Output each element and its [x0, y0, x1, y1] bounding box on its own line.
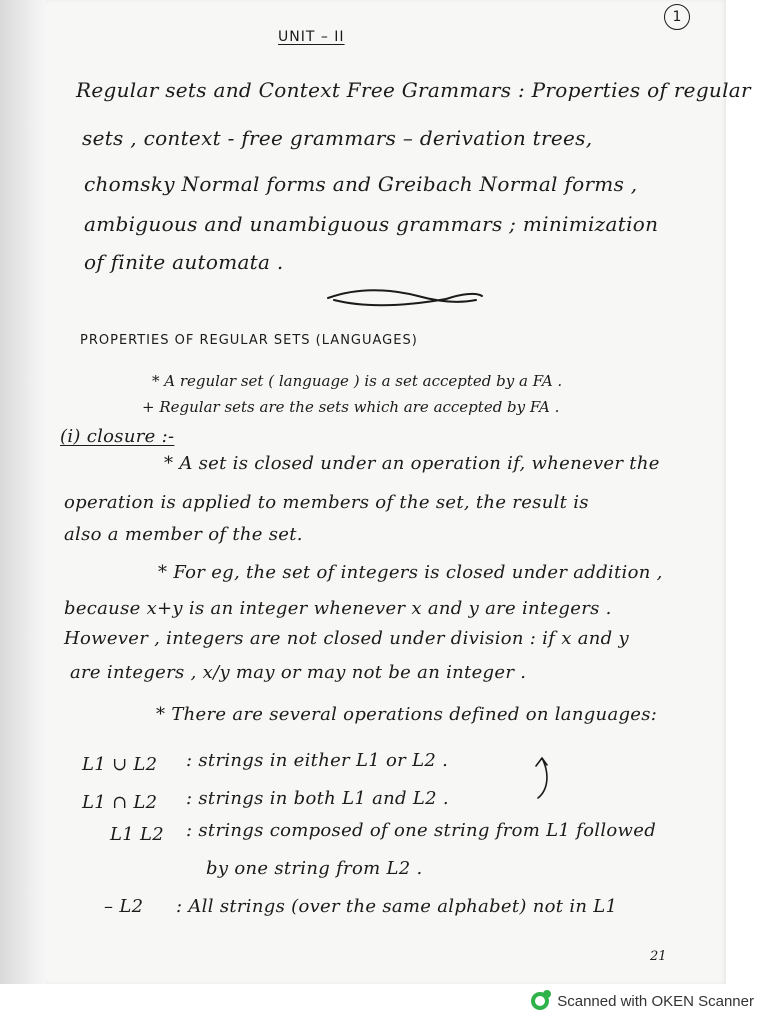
page-number: 1 — [664, 4, 690, 30]
scanner-branding — [531, 992, 754, 1010]
section-heading: PROPERTIES OF REGULAR SETS (LANGUAGES) — [80, 333, 418, 348]
curved-arrow-mark — [530, 752, 554, 802]
bullet-2: + Regular sets are the sets which are accepted by FA . — [142, 398, 560, 416]
op-concat-symbol: L1 L2 — [110, 824, 165, 845]
closure-line-2: operation is applied to members of the set, the result is — [64, 492, 589, 513]
example-line-2: because x+y is an integer whenever x and y are integers . — [64, 598, 612, 619]
op-complement-symbol: – L2 — [104, 896, 144, 917]
closure-label: (i) closure :- — [60, 426, 175, 447]
intro-line-3: chomsky Normal forms and Greibach Normal forms , — [84, 172, 638, 196]
op-complement-desc: : All strings (over the same alphabet) not in L1 — [176, 896, 618, 917]
unit-title: UNIT – II — [278, 29, 345, 45]
example-line-4: are integers , x/y may or may not be an integer . — [70, 662, 527, 683]
scanner-footer — [0, 984, 768, 1024]
scan-edge — [0, 0, 46, 984]
intro-line-2: sets , context - free grammars – derivation trees, — [82, 126, 593, 150]
bullet-1: * A regular set ( language ) is a set accepted by a FA . — [152, 372, 563, 390]
intro-line-1: Regular sets and Context Free Grammars : Properties of regular — [76, 78, 751, 102]
divider-flourish — [326, 282, 486, 312]
op-concat-desc-cont: by one string from L2 . — [206, 858, 423, 879]
corner-mark: 21 — [650, 949, 667, 964]
example-line-3: However , integers are not closed under division : if x and y — [64, 628, 629, 649]
op-intersection-symbol: L1 ∩ L2 — [82, 792, 158, 813]
op-union-desc: : strings in either L1 or L2 . — [186, 750, 449, 771]
scanner-text: Scanned with OKEN Scanner — [557, 992, 754, 1010]
notebook-page — [46, 0, 751, 984]
intro-line-4: ambiguous and unambiguous grammars ; minimization — [84, 212, 659, 236]
op-union-symbol: L1 ∪ L2 — [82, 754, 158, 775]
operations-intro: * There are several operations defined on languages: — [156, 704, 658, 725]
closure-line-3: also a member of the set. — [64, 524, 303, 545]
scanner-logo-icon — [531, 992, 549, 1010]
closure-line-1: * A set is closed under an operation if, whenever the — [164, 453, 660, 474]
op-concat-desc: : strings composed of one string from L1 followed — [186, 820, 657, 841]
op-intersection-desc: : strings in both L1 and L2 . — [186, 788, 449, 809]
example-line-1: * For eg, the set of integers is closed under addition , — [158, 562, 663, 583]
intro-line-5: of finite automata . — [84, 250, 284, 274]
